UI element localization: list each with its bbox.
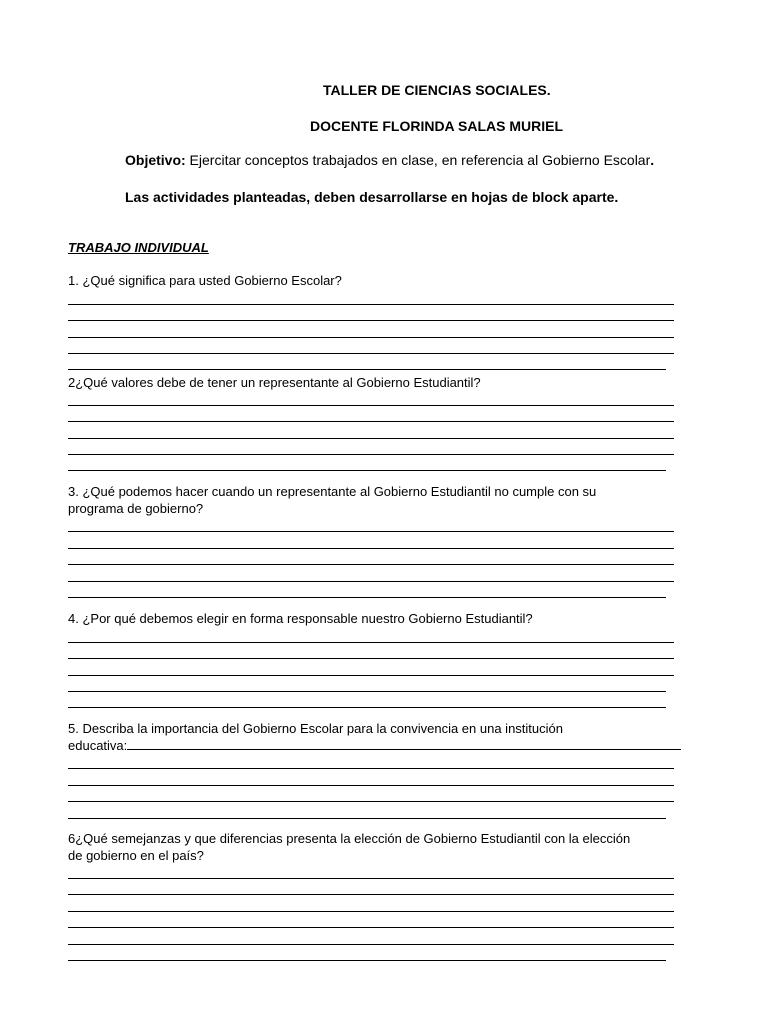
answer-line bbox=[68, 548, 674, 549]
question-5-line-1: 5. Describa la importancia del Gobierno Escolar para la convivencia en una institución bbox=[68, 721, 563, 736]
answer-line bbox=[68, 785, 674, 786]
answer-line bbox=[68, 454, 674, 455]
question-2: 2¿Qué valores debe de tener un representante al Gobierno Estudiantil? bbox=[68, 375, 481, 390]
answer-line bbox=[68, 960, 666, 961]
answer-line bbox=[68, 369, 666, 370]
answer-line bbox=[68, 944, 674, 945]
answer-line bbox=[68, 911, 674, 912]
objective bbox=[125, 152, 654, 168]
answer-line bbox=[68, 894, 674, 895]
answer-line bbox=[68, 691, 666, 692]
answer-line bbox=[68, 438, 674, 439]
answer-line bbox=[68, 531, 674, 532]
teacher-name: DOCENTE FLORINDA SALAS MURIEL bbox=[310, 118, 564, 134]
answer-line bbox=[68, 768, 674, 769]
question-5-line-2 bbox=[68, 737, 681, 754]
answer-line bbox=[68, 353, 674, 354]
answer-line bbox=[68, 421, 674, 422]
question-5-line-2-text: educativa: bbox=[68, 738, 128, 753]
section-title: TRABAJO INDIVIDUAL bbox=[68, 240, 209, 255]
answer-line bbox=[68, 564, 674, 565]
answer-line bbox=[68, 320, 674, 321]
answer-line bbox=[68, 878, 674, 879]
objective-label: Objetivo: bbox=[125, 152, 186, 168]
fill-in-blank bbox=[127, 737, 681, 750]
answer-line bbox=[68, 818, 666, 819]
answer-line bbox=[68, 581, 674, 582]
answer-line bbox=[68, 658, 674, 659]
question-4: 4. ¿Por qué debemos elegir en forma responsable nuestro Gobierno Estudiantil? bbox=[68, 611, 533, 626]
answer-line bbox=[68, 642, 674, 643]
answer-line bbox=[68, 304, 674, 305]
question-6-line-1: 6¿Qué semejanzas y que diferencias presenta la elección de Gobierno Estudiantil con la elección bbox=[68, 831, 631, 846]
answer-line bbox=[68, 675, 674, 676]
question-3-line-2: programa de gobierno? bbox=[68, 501, 204, 516]
worksheet-title: TALLER DE CIENCIAS SOCIALES. bbox=[323, 82, 551, 98]
instruction: Las actividades planteadas, deben desarrollarse en hojas de block aparte. bbox=[125, 189, 619, 205]
answer-line bbox=[68, 927, 674, 928]
answer-line bbox=[68, 707, 666, 708]
question-1: 1. ¿Qué significa para usted Gobierno Escolar? bbox=[68, 273, 342, 288]
question-3 bbox=[68, 483, 596, 517]
question-3-line-1: 3. ¿Qué podemos hacer cuando un representante al Gobierno Estudiantil no cumple con su bbox=[68, 484, 597, 499]
question-6-line-2: de gobierno en el país? bbox=[68, 848, 204, 863]
question-5 bbox=[68, 720, 681, 754]
answer-line bbox=[68, 801, 674, 802]
answer-line bbox=[68, 470, 666, 471]
question-6 bbox=[68, 830, 630, 864]
answer-line bbox=[68, 405, 674, 406]
objective-end: . bbox=[650, 152, 655, 168]
objective-text: Ejercitar conceptos trabajados en clase, en referencia al Gobierno Escolar bbox=[185, 152, 651, 168]
answer-line bbox=[68, 597, 666, 598]
answer-line bbox=[68, 337, 674, 338]
